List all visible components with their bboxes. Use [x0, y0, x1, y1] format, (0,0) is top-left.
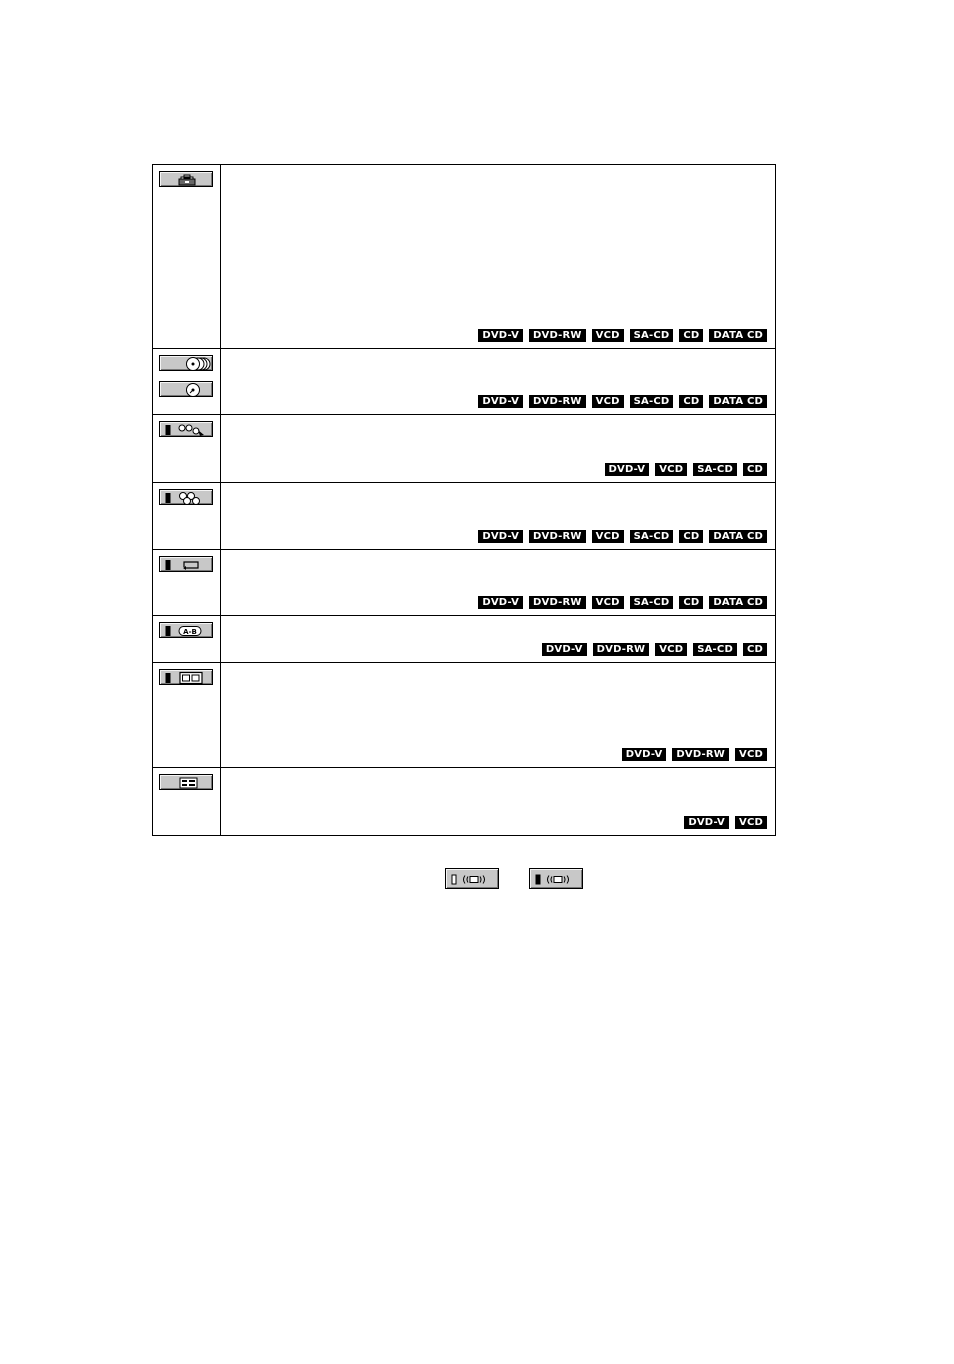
disc-type-badge: SA-CD: [630, 395, 674, 408]
description-cell: [221, 165, 776, 349]
disc-type-badge: CD: [743, 463, 767, 476]
multi-disc-icon: [159, 355, 213, 371]
disc-type-badge: DVD-V: [684, 816, 729, 829]
disc-type-badge: CD: [679, 395, 703, 408]
description-cell: [221, 768, 776, 836]
disc-type-badge: SA-CD: [630, 530, 674, 543]
description-cell: [221, 550, 776, 616]
disc-type-badge: CD: [679, 596, 703, 609]
icon-cell: [153, 616, 221, 663]
disc-type-badges: [478, 530, 767, 543]
functions-table: [152, 164, 776, 836]
program-play-icon: [159, 421, 213, 437]
disc-type-badge: DVD-V: [542, 643, 587, 656]
disc-type-badge: DVD-V: [478, 596, 523, 609]
icon-cell: [153, 550, 221, 616]
surround-off-icon: [445, 868, 499, 889]
disc-type-badge: VCD: [655, 463, 687, 476]
icon-cell: [153, 165, 221, 349]
disc-type-badge: DVD-RW: [529, 530, 586, 543]
description-cell: [221, 663, 776, 768]
icon-cell: [153, 415, 221, 483]
description-cell: [221, 616, 776, 663]
disc-type-badge: VCD: [655, 643, 687, 656]
disc-type-badge: VCD: [592, 596, 624, 609]
table-row: [153, 663, 776, 768]
picture-navigation-icon: [159, 669, 213, 685]
disc-type-badge: VCD: [592, 395, 624, 408]
disc-type-badge: CD: [679, 530, 703, 543]
disc-type-badge: DVD-V: [478, 329, 523, 342]
table-row: [153, 616, 776, 663]
toolbox-icon: [159, 171, 213, 187]
shuffle-play-icon: [159, 489, 213, 505]
description-cell: [221, 483, 776, 550]
table-row: [153, 483, 776, 550]
icon-cell: [153, 663, 221, 768]
repeat-play-icon: [159, 556, 213, 572]
a-b-repeat-icon: [159, 622, 213, 638]
disc-type-badge: VCD: [735, 748, 767, 761]
disc-type-badges: [542, 643, 767, 656]
disc-type-badge: VCD: [592, 329, 624, 342]
disc-type-badge: DVD-RW: [529, 329, 586, 342]
picture-memory-icon: [159, 774, 213, 790]
description-cell: [221, 349, 776, 415]
disc-type-badge: CD: [743, 643, 767, 656]
disc-type-badges: [684, 816, 767, 829]
disc-type-badge: DVD-V: [478, 395, 523, 408]
table-row: [153, 349, 776, 415]
disc-type-badge: DVD-RW: [529, 596, 586, 609]
description-cell: [221, 415, 776, 483]
disc-type-badge: VCD: [592, 530, 624, 543]
disc-type-badge: DATA CD: [709, 395, 767, 408]
disc-type-badge: SA-CD: [693, 643, 737, 656]
table-row: [153, 550, 776, 616]
disc-type-badge: DVD-RW: [529, 395, 586, 408]
disc-type-badge: DVD-V: [622, 748, 667, 761]
icon-cell: [153, 483, 221, 550]
disc-type-badge: DATA CD: [709, 530, 767, 543]
disc-type-badge: DATA CD: [709, 329, 767, 342]
table-row: [153, 415, 776, 483]
disc-type-badge: VCD: [735, 816, 767, 829]
single-disc-icon: [159, 381, 213, 397]
disc-type-badges: [478, 395, 767, 408]
disc-type-badge: DVD-RW: [672, 748, 729, 761]
disc-type-badge: SA-CD: [630, 329, 674, 342]
disc-type-badge: DVD-V: [605, 463, 650, 476]
icon-cell: [153, 768, 221, 836]
surround-on-icon: [529, 868, 583, 889]
disc-type-badge: SA-CD: [693, 463, 737, 476]
icon-cell: [153, 349, 221, 415]
disc-type-badge: SA-CD: [630, 596, 674, 609]
disc-type-badge: DVD-RW: [593, 643, 650, 656]
table-row: [153, 165, 776, 349]
disc-type-badge: DVD-V: [478, 530, 523, 543]
disc-type-badge: CD: [679, 329, 703, 342]
disc-type-badges: [605, 463, 767, 476]
disc-type-badge: DATA CD: [709, 596, 767, 609]
disc-type-badges: [622, 748, 767, 761]
disc-type-badges: [478, 329, 767, 342]
disc-type-badges: [478, 596, 767, 609]
table-row: [153, 768, 776, 836]
svg-text:A-B: A-B: [183, 628, 197, 636]
